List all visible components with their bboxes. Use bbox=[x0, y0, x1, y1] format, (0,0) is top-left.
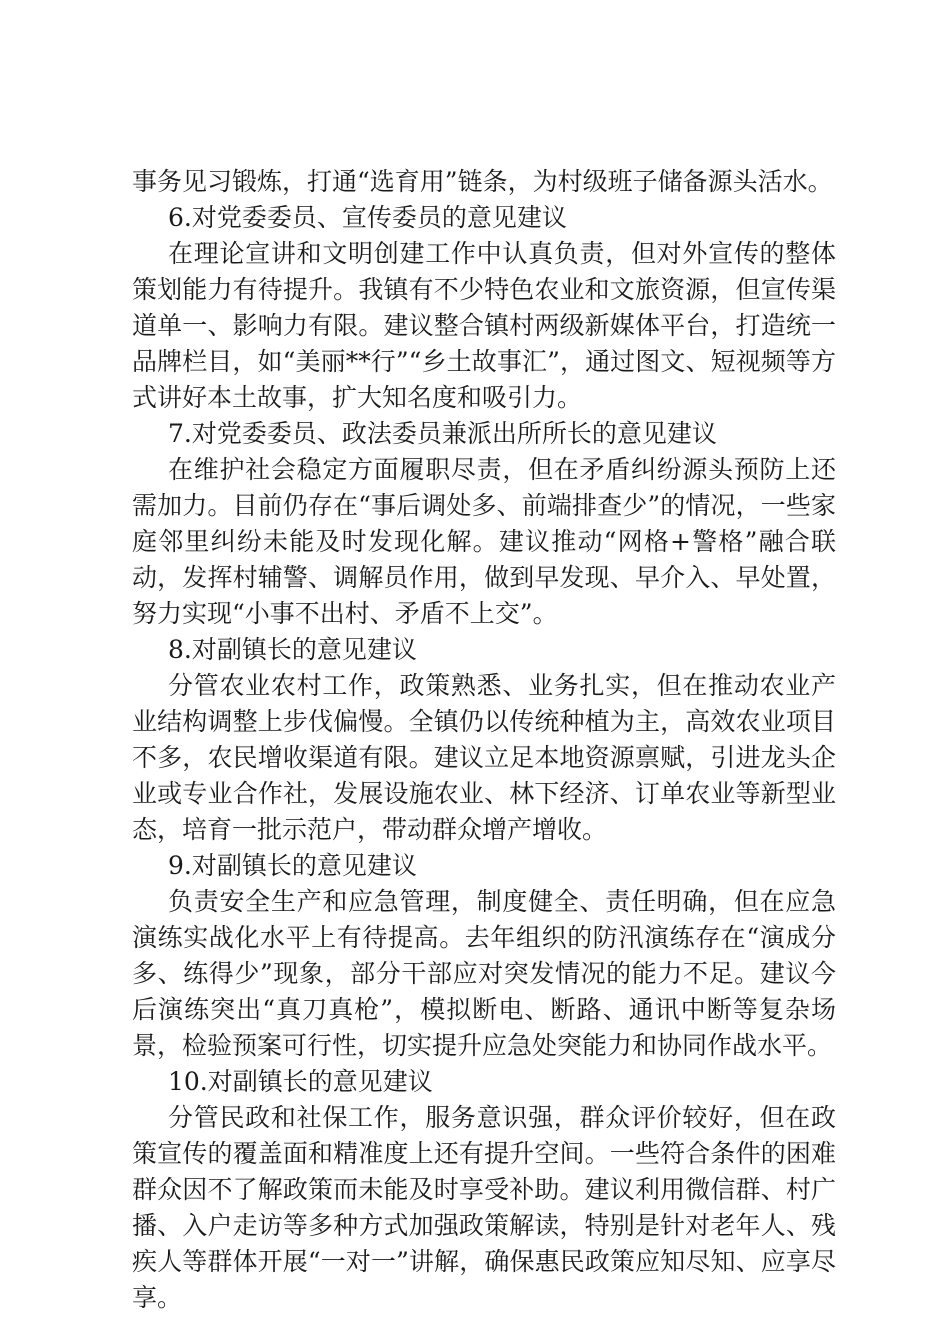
section-heading-7: 7.对党委委员、政法委员兼派出所所长的意见建议 bbox=[168, 419, 717, 448]
section-body-10: 分管民政和社保工作，服务意识强，群众评价较好，但在政策宣传的覆盖面和精准度上还有提升空间。一些符合条件的困难群众因不了解政策而未能及时享受补助。建议利用微信群、村广播、入户走访等多种方式加强政策解读，特别是针对老年人、残疾人等群体开展“一对一”讲解，确保惠民政策应知尽知、应享尽享。 bbox=[132, 1103, 836, 1312]
section-body-9: 负责安全生产和应急管理，制度健全、责任明确，但在应急演练实战化水平上有待提高。去年组织的防汛演练存在“演成分多、练得少”现象，部分干部应对突发情况的能力不足。建议今后演练突出“真刀真枪”，模拟断电、断路、通讯中断等复杂场景，检验预案可行性，切实提升应急处突能力和协同作战水平。 bbox=[132, 887, 836, 1060]
section-heading-9: 9.对副镇长的意见建议 bbox=[168, 851, 417, 880]
section-heading-10: 10.对副镇长的意见建议 bbox=[168, 1067, 433, 1096]
section-heading-6: 6.对党委委员、宣传委员的意见建议 bbox=[168, 203, 567, 232]
section-body-7: 在维护社会稳定方面履职尽责，但在矛盾纠纷源头预防上还需加力。目前仍存在“事后调处多、前端排查少”的情况，一些家庭邻里纠纷未能及时发现化解。建议推动“网格+警格”融合联动，发挥村辅警、调解员作用，做到早发现、早介入、早处置，努力实现“小事不出村、矛盾不上交”。 bbox=[132, 455, 836, 628]
section-body-8: 分管农业农村工作，政策熟悉、业务扎实，但在推动农业产业结构调整上步伐偏慢。全镇仍以传统种植为主，高效农业项目不多，农民增收渠道有限。建议立足本地资源禀赋，引进龙头企业或专业合作社，发展设施农业、林下经济、订单农业等新型业态，培育一批示范户，带动群众增产增收。 bbox=[132, 671, 836, 844]
section-heading-8: 8.对副镇长的意见建议 bbox=[168, 635, 417, 664]
section-body-6: 在理论宣讲和文明创建工作中认真负责，但对外宣传的整体策划能力有待提升。我镇有不少特色农业和文旅资源，但宣传渠道单一、影响力有限。建议整合镇村两级新媒体平台，打造统一品牌栏目，如“美丽**行”“乡土故事汇”，通过图文、短视频等方式讲好本土故事，扩大知名度和吸引力。 bbox=[132, 239, 836, 412]
document-body bbox=[132, 164, 836, 1316]
paragraph-intro-tail: 事务见习锻炼，打通“选育用”链条，为村级班子储备源头活水。 bbox=[132, 167, 833, 196]
